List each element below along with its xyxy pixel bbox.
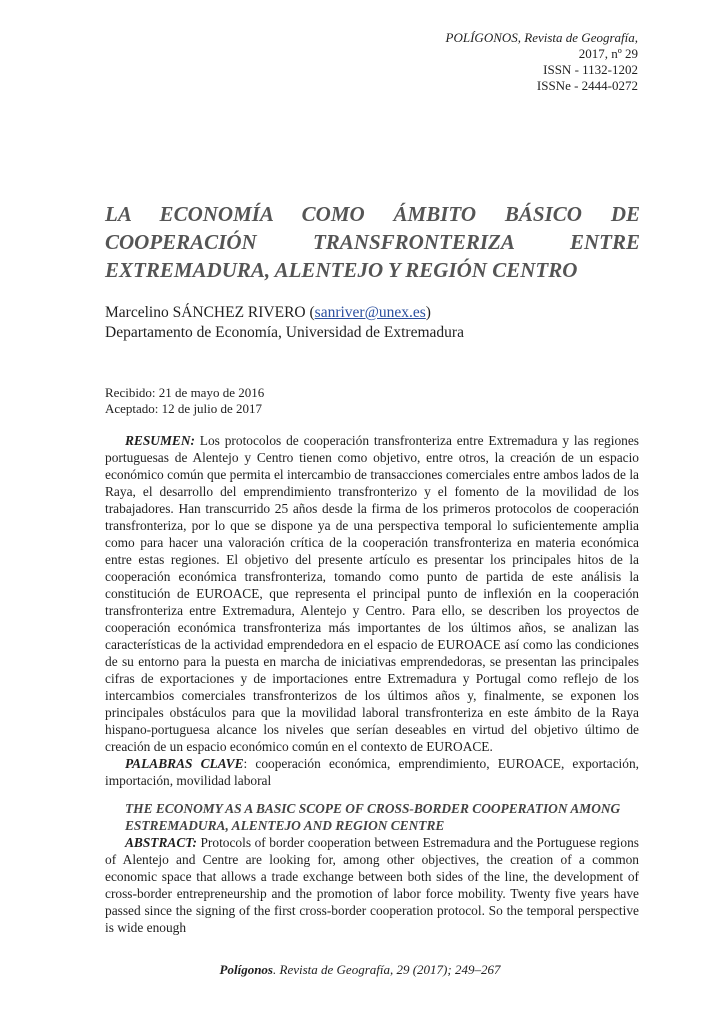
keywords-text: : cooperación económica, emprendimiento, EUROACE, exportación, importación, movilidad laboral	[105, 756, 639, 788]
journal-issne: ISSNe - 2444-0272	[536, 78, 638, 93]
abstract-section	[105, 800, 639, 936]
author-block	[105, 303, 645, 343]
resumen-label: RESUMEN:	[125, 433, 195, 448]
abstract-label: ABSTRACT:	[125, 835, 197, 850]
resumen-paragraph	[105, 432, 639, 755]
journal-name: POLÍGONOS, Revista de Geografía,	[445, 30, 638, 45]
abstract-paragraph	[105, 834, 639, 936]
author-affiliation: Departamento de Economía, Universidad de Extremadura	[105, 324, 464, 341]
page-footer	[0, 962, 720, 978]
journal-volume: 2017, nº 29	[578, 46, 638, 61]
resumen-text: Los protocolos de cooperación transfronteriza entre Extremadura y las regiones portuguesas de Alentejo y Centro tienen como objetivo, entre otros, la creación de un espacio económico común que permita el intercambio de transacciones comerciales entre ambos lados de la Raya, el desarrollo del emprendimiento transfronterizo y el fomento de la movilidad de los trabajadores. Han transcurrido 25 años desde la firma de los primeros protocolos de cooperación transfronteriza, por lo que se dispone ya de una perspectiva temporal lo suficientemente amplia como para hacer una valoración crítica de la cooperación transfronteriza en materia económica entre estas regiones. El objetivo del presente artículo es presentar los principales hitos de la cooperación económica transfronteriza, tomando como punto de partida de este análisis la constitución de EUROACE, que representa el principal punto de inflexión en la cooperación transfronteriza entre Extremadura, Alentejo y Centro. Para ello, se describen los proyectos de cooperación económica transfronteriza más importantes de los últimos años, se analizan las características de la actividad emprendedora en el espacio de EUROACE así como las condiciones de su entorno para la puesta en marcha de iniciativas emprendedoras, se presentan las principales cifras de exportaciones y de importaciones entre Extremadura y Portugal como reflejo de los intercambios comerciales transfronterizos de los últimos años y, finalmente, se exponen los principales obstáculos para que la movilidad laboral transfronteriza en este ámbito de la Raya hispano-portuguesa alcance los niveles que serían deseables en virtud del objetivo último de creación de un espacio económico común en el contexto de EUROACE.	[105, 433, 639, 754]
resumen-section	[105, 432, 639, 789]
journal-header	[446, 30, 638, 94]
article-dates	[105, 385, 264, 417]
author-email-link[interactable]: sanriver@unex.es	[314, 304, 426, 321]
footer-citation: . Revista de Geografía, 29 (2017); 249–267	[273, 962, 501, 977]
keywords-label: PALABRAS CLAVE	[125, 756, 244, 771]
footer-journal: Polígonos	[219, 962, 273, 977]
author-line: Marcelino SÁNCHEZ RIVERO (sanriver@unex.es)	[105, 304, 431, 321]
keywords-paragraph	[105, 755, 639, 789]
author-name: Marcelino SÁNCHEZ RIVERO	[105, 304, 306, 321]
article-title: LA ECONOMÍA COMO ÁMBITO BÁSICO DE COOPERACIÓN TRANSFRONTERIZA ENTRE EXTREMADURA, ALENTEJO Y REGIÓN CENTRO	[105, 202, 640, 282]
journal-issn: ISSN - 1132-1202	[543, 62, 638, 77]
accepted-date: Aceptado: 12 de julio de 2017	[105, 401, 263, 416]
english-title: THE ECONOMY AS A BASIC SCOPE OF CROSS-BORDER COOPERATION AMONG ESTREMADURA, ALENTEJO AND REGION CENTRE	[125, 801, 621, 833]
received-date: Recibido: 21 de mayo de 2016	[105, 385, 265, 400]
abstract-text: Protocols of border cooperation between Estremadura and the Portuguese regions of Alentejo and Centre are looking for, among other objectives, the creation of a common economic space that allows a trade exchange between both sides of the line, the development of cross-border entrepreneurship and the promotion of labor force mobility. Twenty five years have passed since the signing of the first cross-border cooperation protocol. So the temporal perspective is wide enough	[105, 835, 639, 935]
